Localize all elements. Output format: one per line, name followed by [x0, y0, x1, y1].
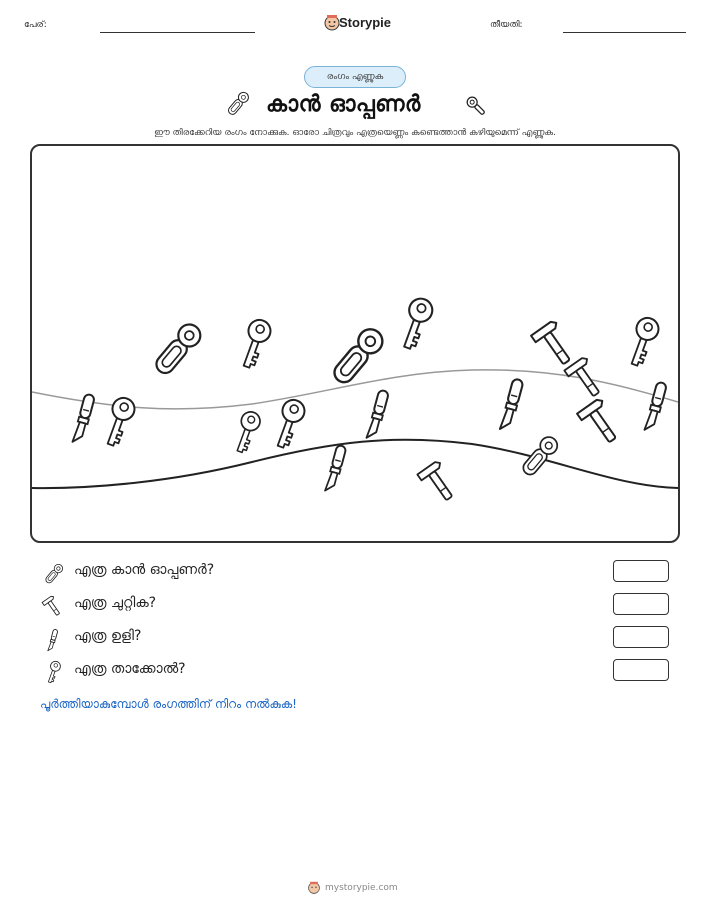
date-label: തീയതി: — [490, 20, 523, 30]
answer-box[interactable] — [613, 560, 669, 582]
color-instruction: പൂർത്തിയാകുമ്പോൾ രംഗത്തിന് നിറം നൽകുക! — [40, 697, 297, 711]
date-line[interactable] — [563, 32, 686, 33]
name-line[interactable] — [100, 32, 255, 33]
chisel-item — [366, 390, 389, 441]
chisel-item — [325, 445, 346, 493]
key-item — [624, 315, 661, 369]
answer-box[interactable] — [613, 593, 669, 615]
site-url[interactable]: mystorypie.com — [325, 883, 398, 893]
key-item — [270, 397, 307, 451]
can-opener-icon — [222, 90, 252, 124]
instructions: ഈ തിരക്കേറിയ രംഗം നോക്കുക. ഓരോ ചിത്രവും എത്രയെണ്ണം കണ്ടെത്താൻ കഴിയുമെന്ന് എണ്ണുക. — [154, 128, 556, 138]
key-item — [231, 409, 263, 455]
hammer-item — [564, 356, 606, 401]
can-opener-item — [329, 324, 387, 387]
question-text: എത്ര ചുറ്റിക? — [74, 595, 157, 611]
logo-icon — [307, 880, 321, 899]
hammer-item — [577, 398, 624, 448]
chisel-item — [644, 382, 667, 433]
hammer-item — [531, 320, 578, 370]
chisel-icon — [40, 627, 66, 653]
key-item — [100, 395, 137, 449]
chisel-item — [500, 378, 524, 431]
chisel-item — [72, 394, 95, 445]
hammer-icon — [40, 594, 66, 620]
page-title: കാൻ ഓപ്പണർ — [266, 92, 421, 117]
question-text: എത്ര ഉളി? — [74, 628, 142, 644]
logo-text: Storypie — [339, 15, 392, 30]
hammer-item — [417, 460, 459, 505]
answer-box[interactable] — [613, 659, 669, 681]
scene-panel — [30, 144, 680, 543]
key-icon — [40, 660, 66, 686]
can-opener-icon — [460, 90, 490, 124]
can-opener-icon — [40, 562, 66, 588]
can-opener-item — [151, 320, 205, 378]
key-item — [396, 295, 435, 351]
name-label: പേര്: — [24, 20, 47, 30]
question-text: എത്ര താക്കോൽ? — [74, 661, 186, 677]
key-item — [236, 317, 273, 371]
question-text: എത്ര കാൻ ഓപ്പണർ? — [74, 562, 215, 578]
answer-box[interactable] — [613, 626, 669, 648]
activity-badge: രംഗം എണ്ണുക — [304, 66, 406, 88]
can-opener-item — [519, 434, 560, 479]
